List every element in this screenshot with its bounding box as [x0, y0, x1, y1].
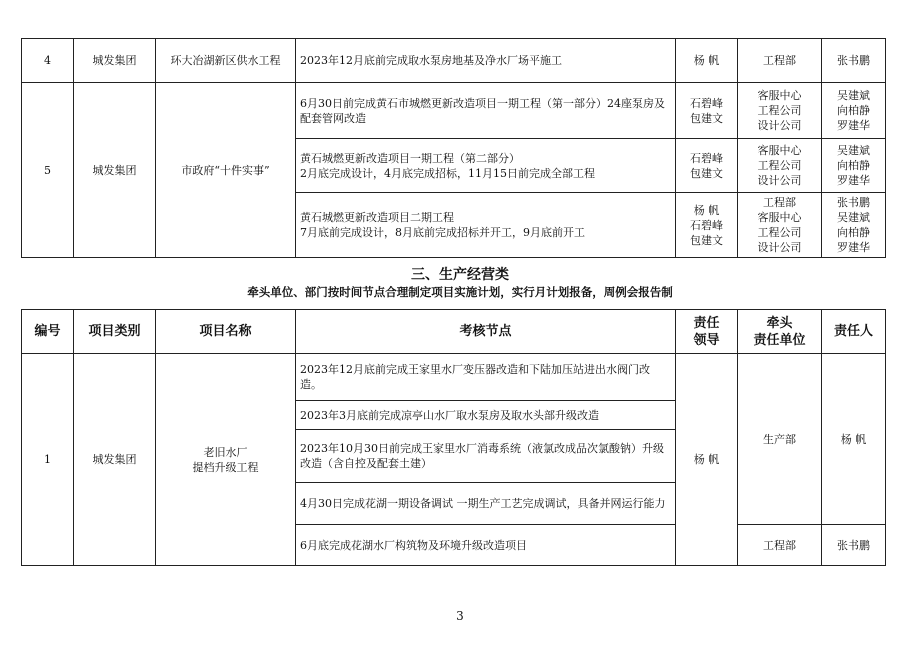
cell-person: 张书鹏 [822, 39, 886, 83]
table-row [22, 354, 886, 401]
cell-node: 黄石城燃更新改造项目二期工程 7月底前完成设计，8月底前完成招标并开工，9月底前开工 [296, 193, 676, 258]
header-category: 项目类别 [74, 310, 156, 354]
cell-person: 张书鹏 [822, 525, 886, 566]
cell-no: 4 [22, 39, 74, 83]
cell-unit: 客服中心 工程公司 设计公司 [738, 139, 822, 193]
cell-node: 6月底完成花湖水厂构筑物及环境升级改造项目 [296, 525, 676, 566]
cell-unit: 工程部 [738, 525, 822, 566]
cell-node: 2023年12月底前完成取水泵房地基及净水厂场平施工 [296, 39, 676, 83]
cell-leader: 杨 帆 石碧峰 包建文 [676, 193, 738, 258]
cell-person: 杨 帆 [822, 354, 886, 525]
cell-no: 5 [22, 83, 74, 258]
header-no: 编号 [22, 310, 74, 354]
page-number: 3 [456, 609, 464, 623]
cell-unit: 工程部 客服中心 工程公司 设计公司 [738, 193, 822, 258]
cell-leader: 杨 帆 [676, 354, 738, 566]
cell-project-name: 老旧水厂 提档升级工程 [156, 354, 296, 566]
cell-category: 城发集团 [74, 354, 156, 566]
table-header-row [22, 310, 886, 354]
header-person: 责任人 [822, 310, 886, 354]
bottom-table [21, 309, 886, 566]
cell-leader: 石碧峰 包建文 [676, 139, 738, 193]
cell-no: 1 [22, 354, 74, 566]
cell-node: 2023年12月底前完成王家里水厂变压器改造和下陆加压站进出水阀门改造。 [296, 354, 676, 401]
cell-node: 2023年10月30日前完成王家里水厂消毒系统（液氯改成品次氯酸钠）升级改造（含自控及配套土建） [296, 430, 676, 483]
cell-node: 4月30日完成花湖一期设备调试 一期生产工艺完成调试，具备并网运行能力 [296, 483, 676, 525]
cell-category: 城发集团 [74, 83, 156, 258]
cell-person: 吴建斌 向柏静 罗建华 [822, 139, 886, 193]
header-name: 项目名称 [156, 310, 296, 354]
header-leader: 责任 领导 [676, 310, 738, 354]
cell-unit: 工程部 [738, 39, 822, 83]
cell-unit: 生产部 [738, 354, 822, 525]
table-row [22, 83, 886, 139]
top-table [21, 38, 886, 258]
cell-category: 城发集团 [74, 39, 156, 83]
header-unit: 牵头 责任单位 [738, 310, 822, 354]
cell-node: 6月30日前完成黄石市城燃更新改造项目一期工程（第一部分）24座泵房及配套管网改造 [296, 83, 676, 139]
cell-unit: 客服中心 工程公司 设计公司 [738, 83, 822, 139]
section-title: 三、生产经营类 [411, 267, 509, 283]
cell-leader: 石碧峰 包建文 [676, 83, 738, 139]
header-node: 考核节点 [296, 310, 676, 354]
cell-project-name: 环大冶湖新区供水工程 [156, 39, 296, 83]
cell-leader: 杨 帆 [676, 39, 738, 83]
cell-person: 吴建斌 向柏静 罗建华 [822, 83, 886, 139]
cell-node: 黄石城燃更新改造项目一期工程（第二部分） 2月底完成设计，4月底完成招标，11月15日前完成全部工程 [296, 139, 676, 193]
cell-person: 张书鹏 吴建斌 向柏静 罗建华 [822, 193, 886, 258]
cell-node: 2023年3月底前完成凉亭山水厂取水泵房及取水头部升级改造 [296, 401, 676, 430]
table-row [22, 39, 886, 83]
cell-project-name: 市政府“十件实事” [156, 83, 296, 258]
section-subtitle: 牵头单位、部门按时间节点合理制定项目实施计划，实行月计划报备，周例会报告制 [247, 285, 673, 299]
